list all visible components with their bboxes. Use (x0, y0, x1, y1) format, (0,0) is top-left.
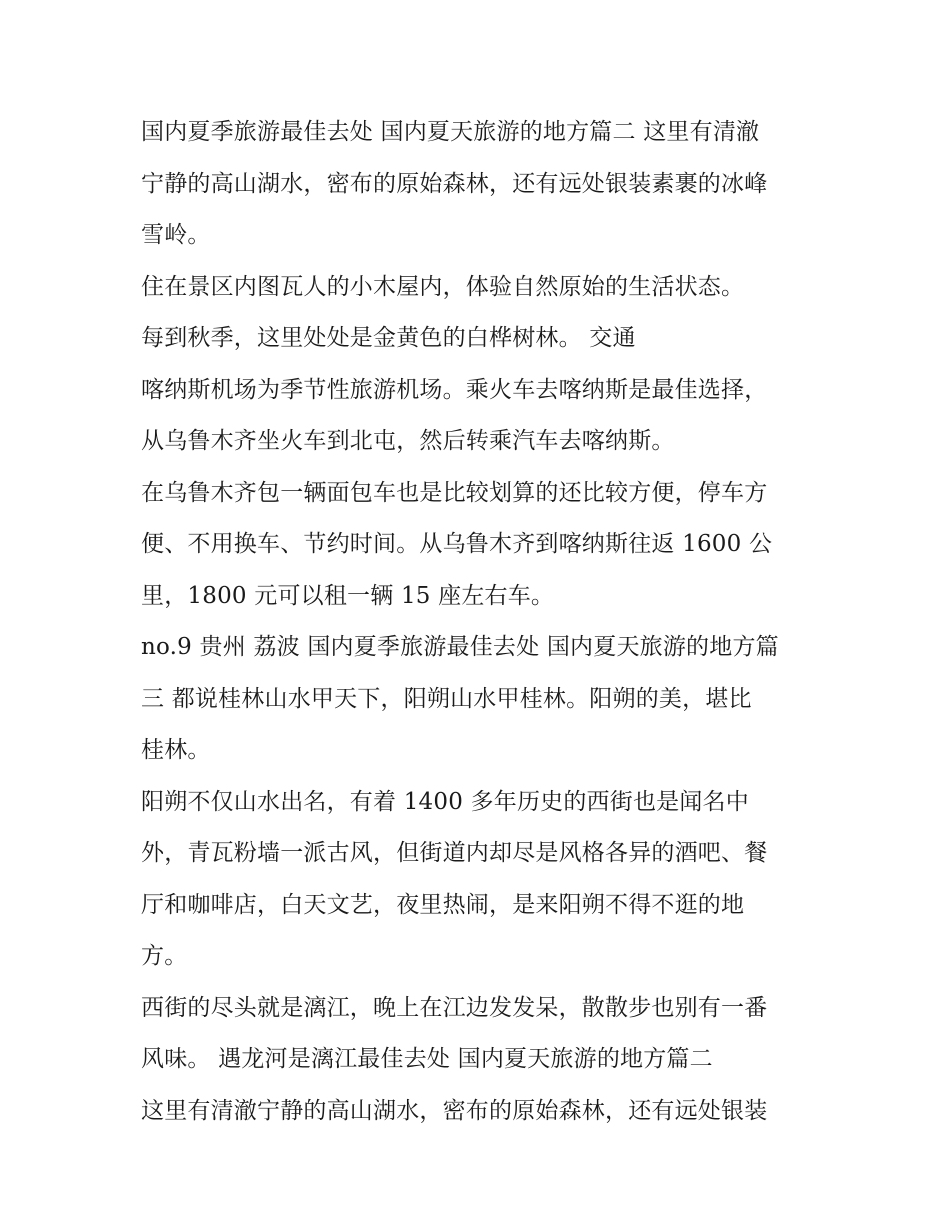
document-body (141, 107, 821, 1137)
text-line: 厅和咖啡店，白天文艺，夜里热闹，是来阳朔不得不逛的地 (141, 891, 745, 918)
text-line: 国内夏季旅游最佳去处 国内夏天旅游的地方篇二 这里有清澈 (141, 119, 760, 145)
text-line: 西街的尽头就是漓江，晚上在江边发发呆，散散步也别有一番 (141, 994, 768, 1021)
text-line: 每到秋季，这里处处是金黄色的白桦树林。 交通 (141, 325, 636, 351)
text-line: 这里有清澈宁静的高山湖水，密布的原始森林，还有远处银装 (141, 1097, 768, 1124)
text-line: 便、不用换车、节约时间。从乌鲁木齐到喀纳斯往返 1600 公 (141, 531, 773, 557)
text-line: 雪岭。 (141, 222, 211, 248)
text-line: 喀纳斯机场为季节性旅游机场。乘火车去喀纳斯是最佳选择， (141, 376, 768, 403)
text-line: 桂林。 (141, 737, 211, 763)
text-line: 方。 (141, 943, 188, 969)
text-line: 住在景区内图瓦人的小木屋内，体验自然原始的生活状态。 (141, 273, 745, 300)
text-line: 风味。 遇龙河是漓江最佳去处 国内夏天旅游的地方篇二 (141, 1046, 713, 1072)
text-line: no.9 贵州 荔波 国内夏季旅游最佳去处 国内夏天旅游的地方篇 (141, 634, 779, 660)
text-line: 外，青瓦粉墙一派古风，但街道内却尽是风格各异的酒吧、餐 (141, 840, 768, 866)
text-line: 里，1800 元可以租一辆 15 座左右车。 (141, 582, 555, 609)
text-line: 三 都说桂林山水甲天下，阳朔山水甲桂林。阳朔的美，堪比 (141, 685, 752, 712)
text-line: 在乌鲁木齐包一辆面包车也是比较划算的还比较方便，停车方 (141, 479, 768, 506)
text-line: 从乌鲁木齐坐火车到北屯，然后转乘汽车去喀纳斯。 (141, 428, 675, 454)
text-line: 阳朔不仅山水出名，有着 1400 多年历史的西街也是闻名中 (141, 788, 749, 815)
text-line: 宁静的高山湖水，密布的原始森林，还有远处银装素裹的冰峰 (141, 170, 768, 197)
